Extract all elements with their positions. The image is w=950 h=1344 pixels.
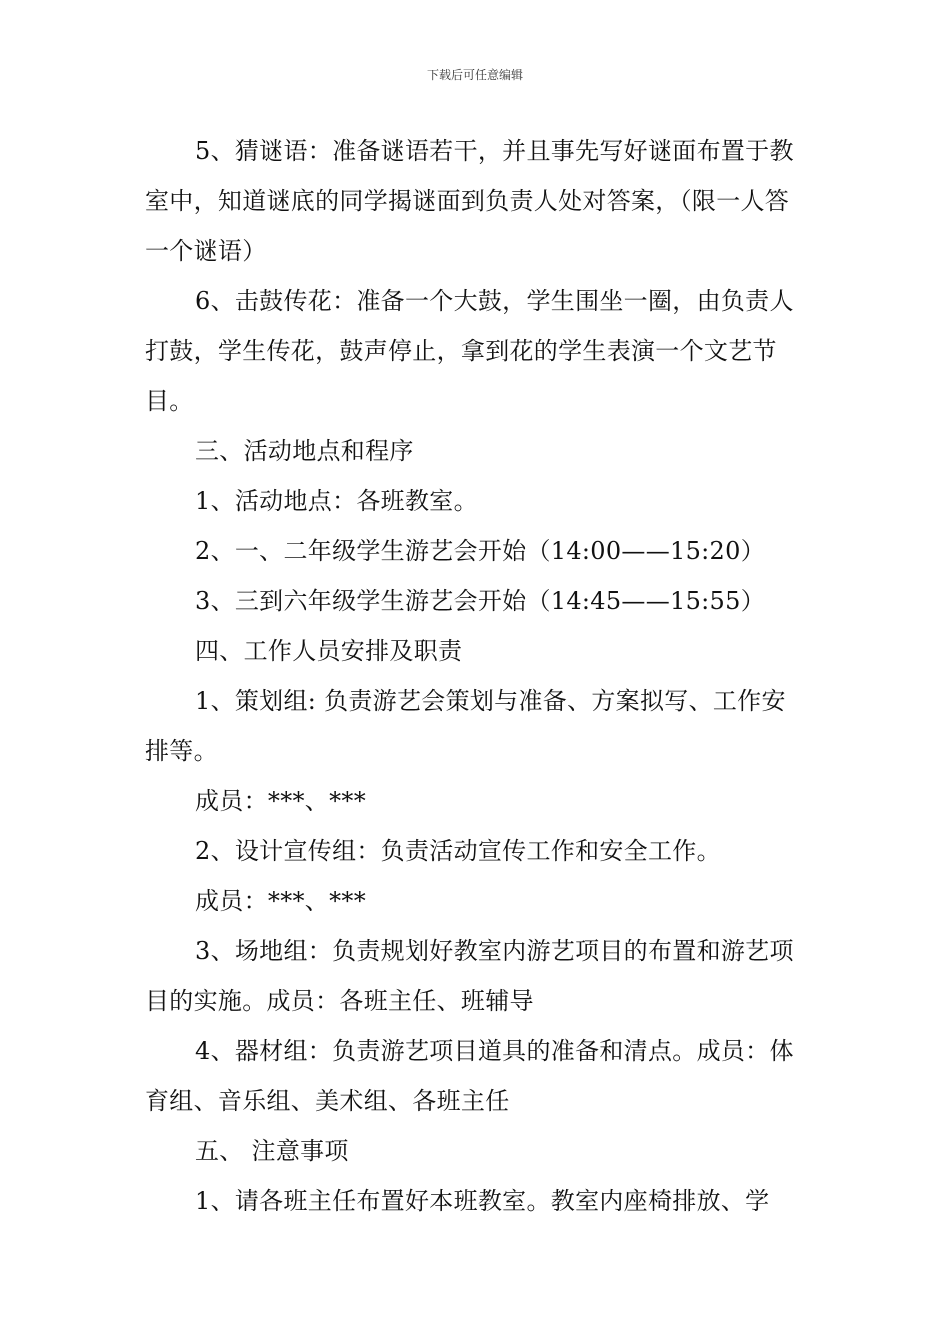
paragraph-note-1: 1、请各班主任布置好本班教室。教室内座椅排放、学 (195, 1187, 770, 1215)
section-heading-staff: 四、工作人员安排及职责 (195, 637, 463, 665)
paragraph-planning-group: 1、策划组: 负责游艺会策划与准备、方案拟写、工作安排等。 (145, 687, 786, 765)
paragraph-schedule-1: 2、一、二年级学生游艺会开始（14:00——15:20） (195, 537, 765, 565)
paragraph-location: 1、活动地点：各班教室。 (195, 487, 478, 515)
paragraph-schedule-2: 3、三到六年级学生游艺会开始（14:45——15:55） (195, 587, 765, 615)
paragraph-members-2: 成员：***、*** (195, 887, 366, 915)
paragraph-equipment-group: 4、器材组：负责游艺项目道具的准备和清点。成员：体育组、音乐组、美术组、各班主任 (145, 1037, 794, 1115)
section-heading-notes: 五、 注意事项 (195, 1137, 349, 1165)
paragraph-venue-group: 3、场地组：负责规划好教室内游艺项目的布置和游艺项目的实施。成员：各班主任、班辅导 (145, 937, 794, 1015)
document-body (145, 126, 807, 1226)
paragraph-drum-flower: 6、击鼓传花：准备一个大鼓，学生围坐一圈，由负责人打鼓，学生传花，鼓声停止，拿到花的学生表演一个文艺节目。 (145, 287, 794, 415)
section-heading-location: 三、活动地点和程序 (195, 437, 414, 465)
paragraph-publicity-group: 2、设计宣传组：负责活动宣传工作和安全工作。 (195, 837, 721, 865)
paragraph-riddles: 5、猜谜语：准备谜语若干，并且事先写好谜面布置于教室中，知道谜底的同学揭谜面到负责人处对答案，（限一人答一个谜语） (145, 137, 794, 265)
paragraph-members-1: 成员：***、*** (195, 787, 366, 815)
page-header: 下载后可任意编辑 (426, 68, 523, 82)
